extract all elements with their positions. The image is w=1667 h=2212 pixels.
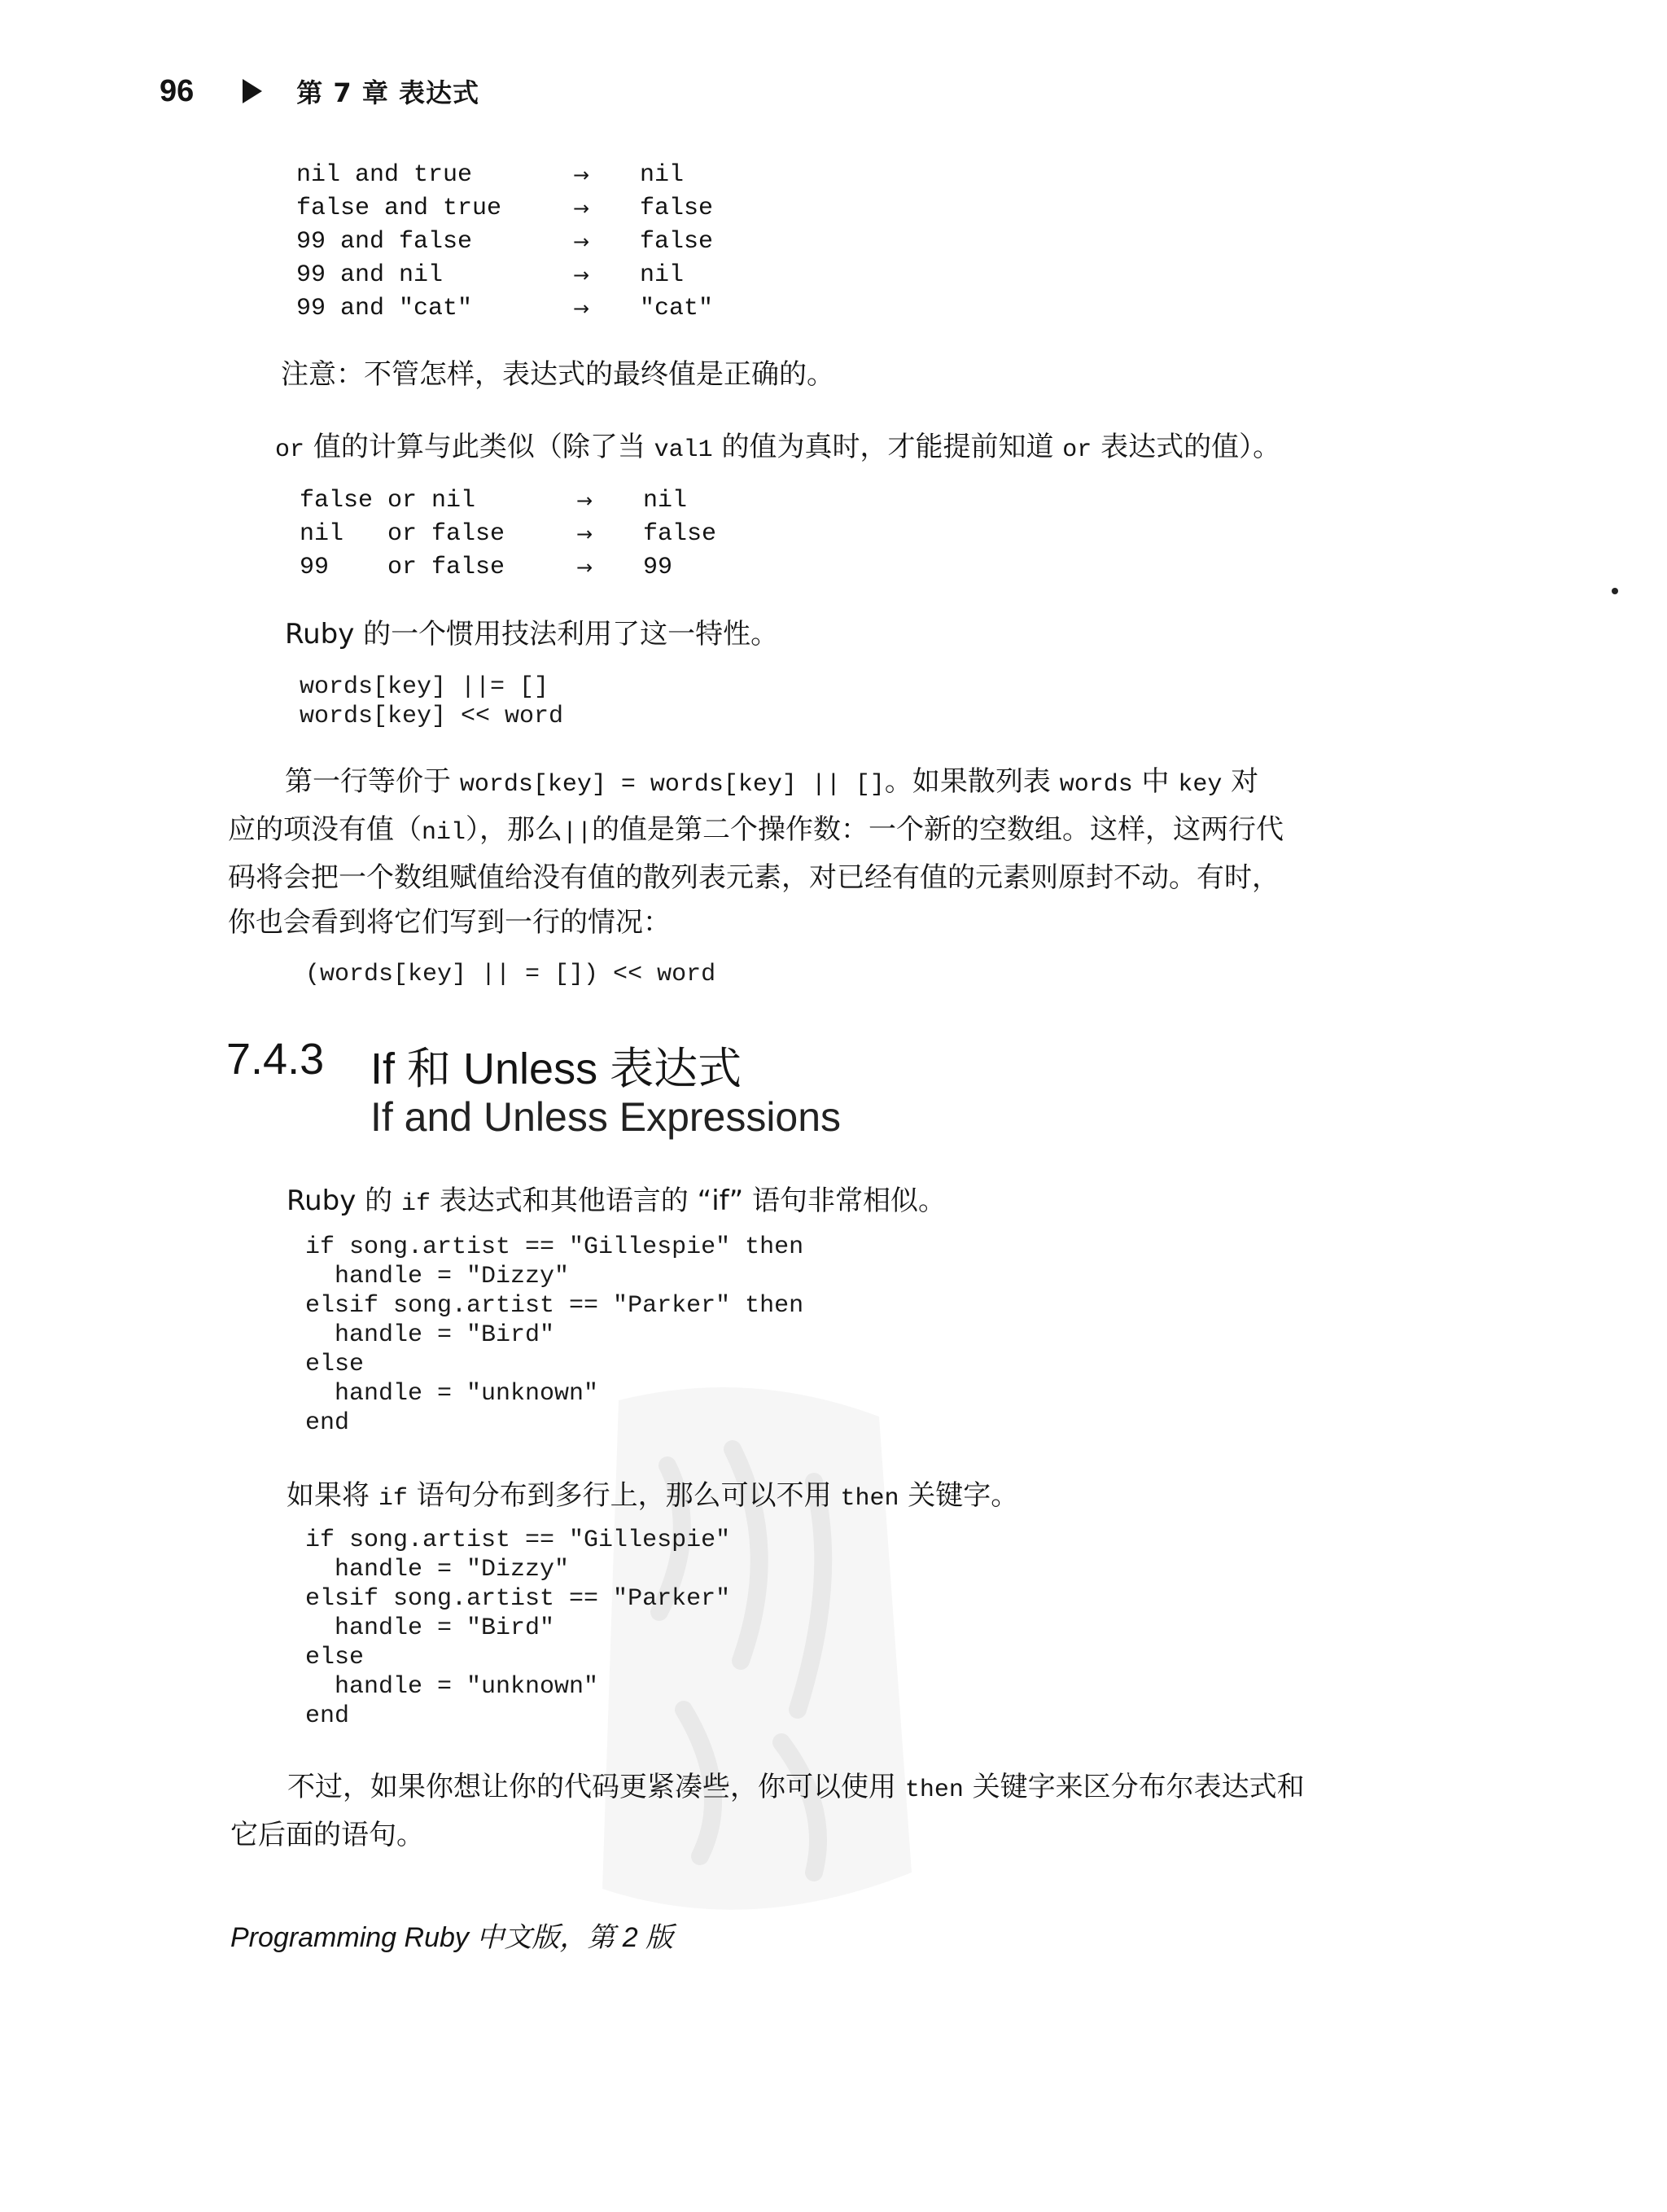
inline-code: or — [275, 436, 305, 464]
example-expression: 99 and nil — [296, 261, 444, 289]
example-expression: nil or false — [300, 520, 505, 548]
arrow-icon: → — [573, 197, 590, 220]
chapter-title: 第 7 章 表达式 — [296, 77, 479, 108]
text-run: 。如果散列表 — [884, 765, 1060, 798]
table-row — [296, 226, 713, 259]
table-row — [300, 484, 716, 518]
example-result: false — [640, 195, 714, 222]
text-run: 表达式的值）。 — [1092, 431, 1281, 463]
table-row — [296, 192, 713, 226]
text-run: 应的项没有值（ — [228, 813, 422, 846]
or-intro-paragraph — [275, 425, 1280, 473]
text-run: Ruby 的 — [287, 1185, 401, 1217]
example-result: "cat" — [640, 295, 714, 322]
text-run: 中 — [1132, 765, 1179, 798]
example-expression: 99 and "cat" — [296, 295, 473, 322]
section-title: If 和 Unless 表达式 — [370, 1045, 742, 1093]
page-number: 96 — [160, 73, 195, 108]
arrow-icon: → — [573, 230, 590, 253]
table-row — [296, 292, 713, 326]
explanation-line — [228, 760, 1416, 808]
explanation-line — [228, 808, 1416, 856]
inline-code: key — [1178, 771, 1223, 799]
example-result: 99 — [643, 554, 673, 581]
text-run: 关键字来区分布尔表达式和 — [963, 1771, 1305, 1803]
watermark-seal-icon — [570, 1368, 928, 1938]
arrow-icon: → — [573, 297, 590, 320]
explanation-paragraph — [228, 760, 1416, 945]
example-expression: false and true — [296, 195, 502, 222]
text-run: 的值为真时，才能提前知道 — [712, 431, 1063, 463]
example-result: nil — [640, 161, 685, 189]
inline-code: then — [904, 1776, 964, 1804]
example-expression: 99 and false — [296, 228, 473, 256]
arrow-icon: → — [573, 164, 590, 186]
arrow-icon: → — [576, 489, 593, 512]
arrow-icon: → — [573, 264, 590, 287]
text-run: 如果将 — [287, 1479, 378, 1512]
inline-code: then — [840, 1485, 899, 1513]
table-row — [296, 259, 713, 292]
text-run: 第一行等价于 — [285, 765, 460, 798]
inline-code: || — [562, 819, 593, 847]
inline-code: if — [400, 1190, 431, 1218]
scan-speck — [1612, 588, 1618, 594]
note-paragraph: 注意：不管怎样，表达式的最终值是正确的。 — [281, 358, 834, 391]
section-subtitle: If and Unless Expressions — [370, 1094, 842, 1140]
inline-code: nil — [422, 819, 466, 847]
text-run: 不过，如果你想让你的代码更紧凑些，你可以使用 — [287, 1771, 905, 1803]
example-expression: false or nil — [300, 487, 476, 515]
arrow-icon: → — [576, 523, 593, 545]
example-expression: 99 or false — [300, 554, 505, 581]
example-result: false — [643, 520, 717, 548]
table-row — [296, 159, 713, 192]
text-run: 值的计算与此类似（除了当 — [304, 431, 654, 463]
one-line-code-block: (words[key] || = []) << word — [305, 961, 716, 988]
if-then-code-block: if song.artist == "Gillespie" then handle = "Dizzy" elsif song.artist == "Parker" then handle = "Bird" else handle = "unknown" end — [305, 1233, 804, 1437]
table-row — [300, 551, 716, 585]
text-run: 对 — [1222, 765, 1259, 798]
arrow-icon: → — [576, 556, 593, 579]
and-examples-table — [296, 159, 713, 326]
inline-code: words — [1059, 771, 1133, 799]
page-header — [160, 67, 479, 116]
section-number: 7.4.3 — [226, 1035, 325, 1084]
explanation-line: 你也会看到将它们写到一行的情况： — [228, 906, 671, 939]
if-intro-paragraph — [287, 1179, 946, 1227]
example-result: nil — [640, 261, 685, 289]
text-run: 的值是第二个操作数：一个新的空数组。这样，这两行代 — [592, 813, 1284, 846]
inline-code: or — [1062, 436, 1092, 464]
idiom-code-block: words[key] ||= [] words[key] << word — [300, 673, 564, 730]
if-multiline-code-block: if song.artist == "Gillespie" handle = "Dizzy" elsif song.artist == "Parker" handle = "Bird" else handle = "unknown" end — [305, 1526, 731, 1730]
book-footer: Programming Ruby 中文版，第 2 版 — [230, 1922, 674, 1953]
example-result: nil — [643, 487, 688, 515]
triangle-icon — [243, 79, 262, 103]
explanation-line: 码将会把一个数组赋值给没有值的散列表元素，对已经有值的元素则原封不动。有时， — [228, 861, 1280, 894]
example-result: false — [640, 228, 714, 256]
inline-code: words[key] = words[key] || [] — [459, 771, 885, 799]
inline-code: if — [378, 1485, 408, 1513]
table-row — [300, 518, 716, 551]
text-run: ），那么 — [466, 813, 563, 846]
example-expression: nil and true — [296, 161, 473, 189]
or-examples-table — [300, 484, 716, 585]
text-run: 语句分布到多行上，那么可以不用 — [407, 1479, 841, 1512]
inline-code: val1 — [654, 436, 713, 464]
text-run: 关键字。 — [899, 1479, 1019, 1512]
closing-line: 它后面的语句。 — [230, 1819, 424, 1851]
text-run: 表达式和其他语言的 “if” 语句非常相似。 — [430, 1185, 947, 1217]
idiom-intro-paragraph: Ruby 的一个惯用技法利用了这一特性。 — [285, 618, 779, 650]
